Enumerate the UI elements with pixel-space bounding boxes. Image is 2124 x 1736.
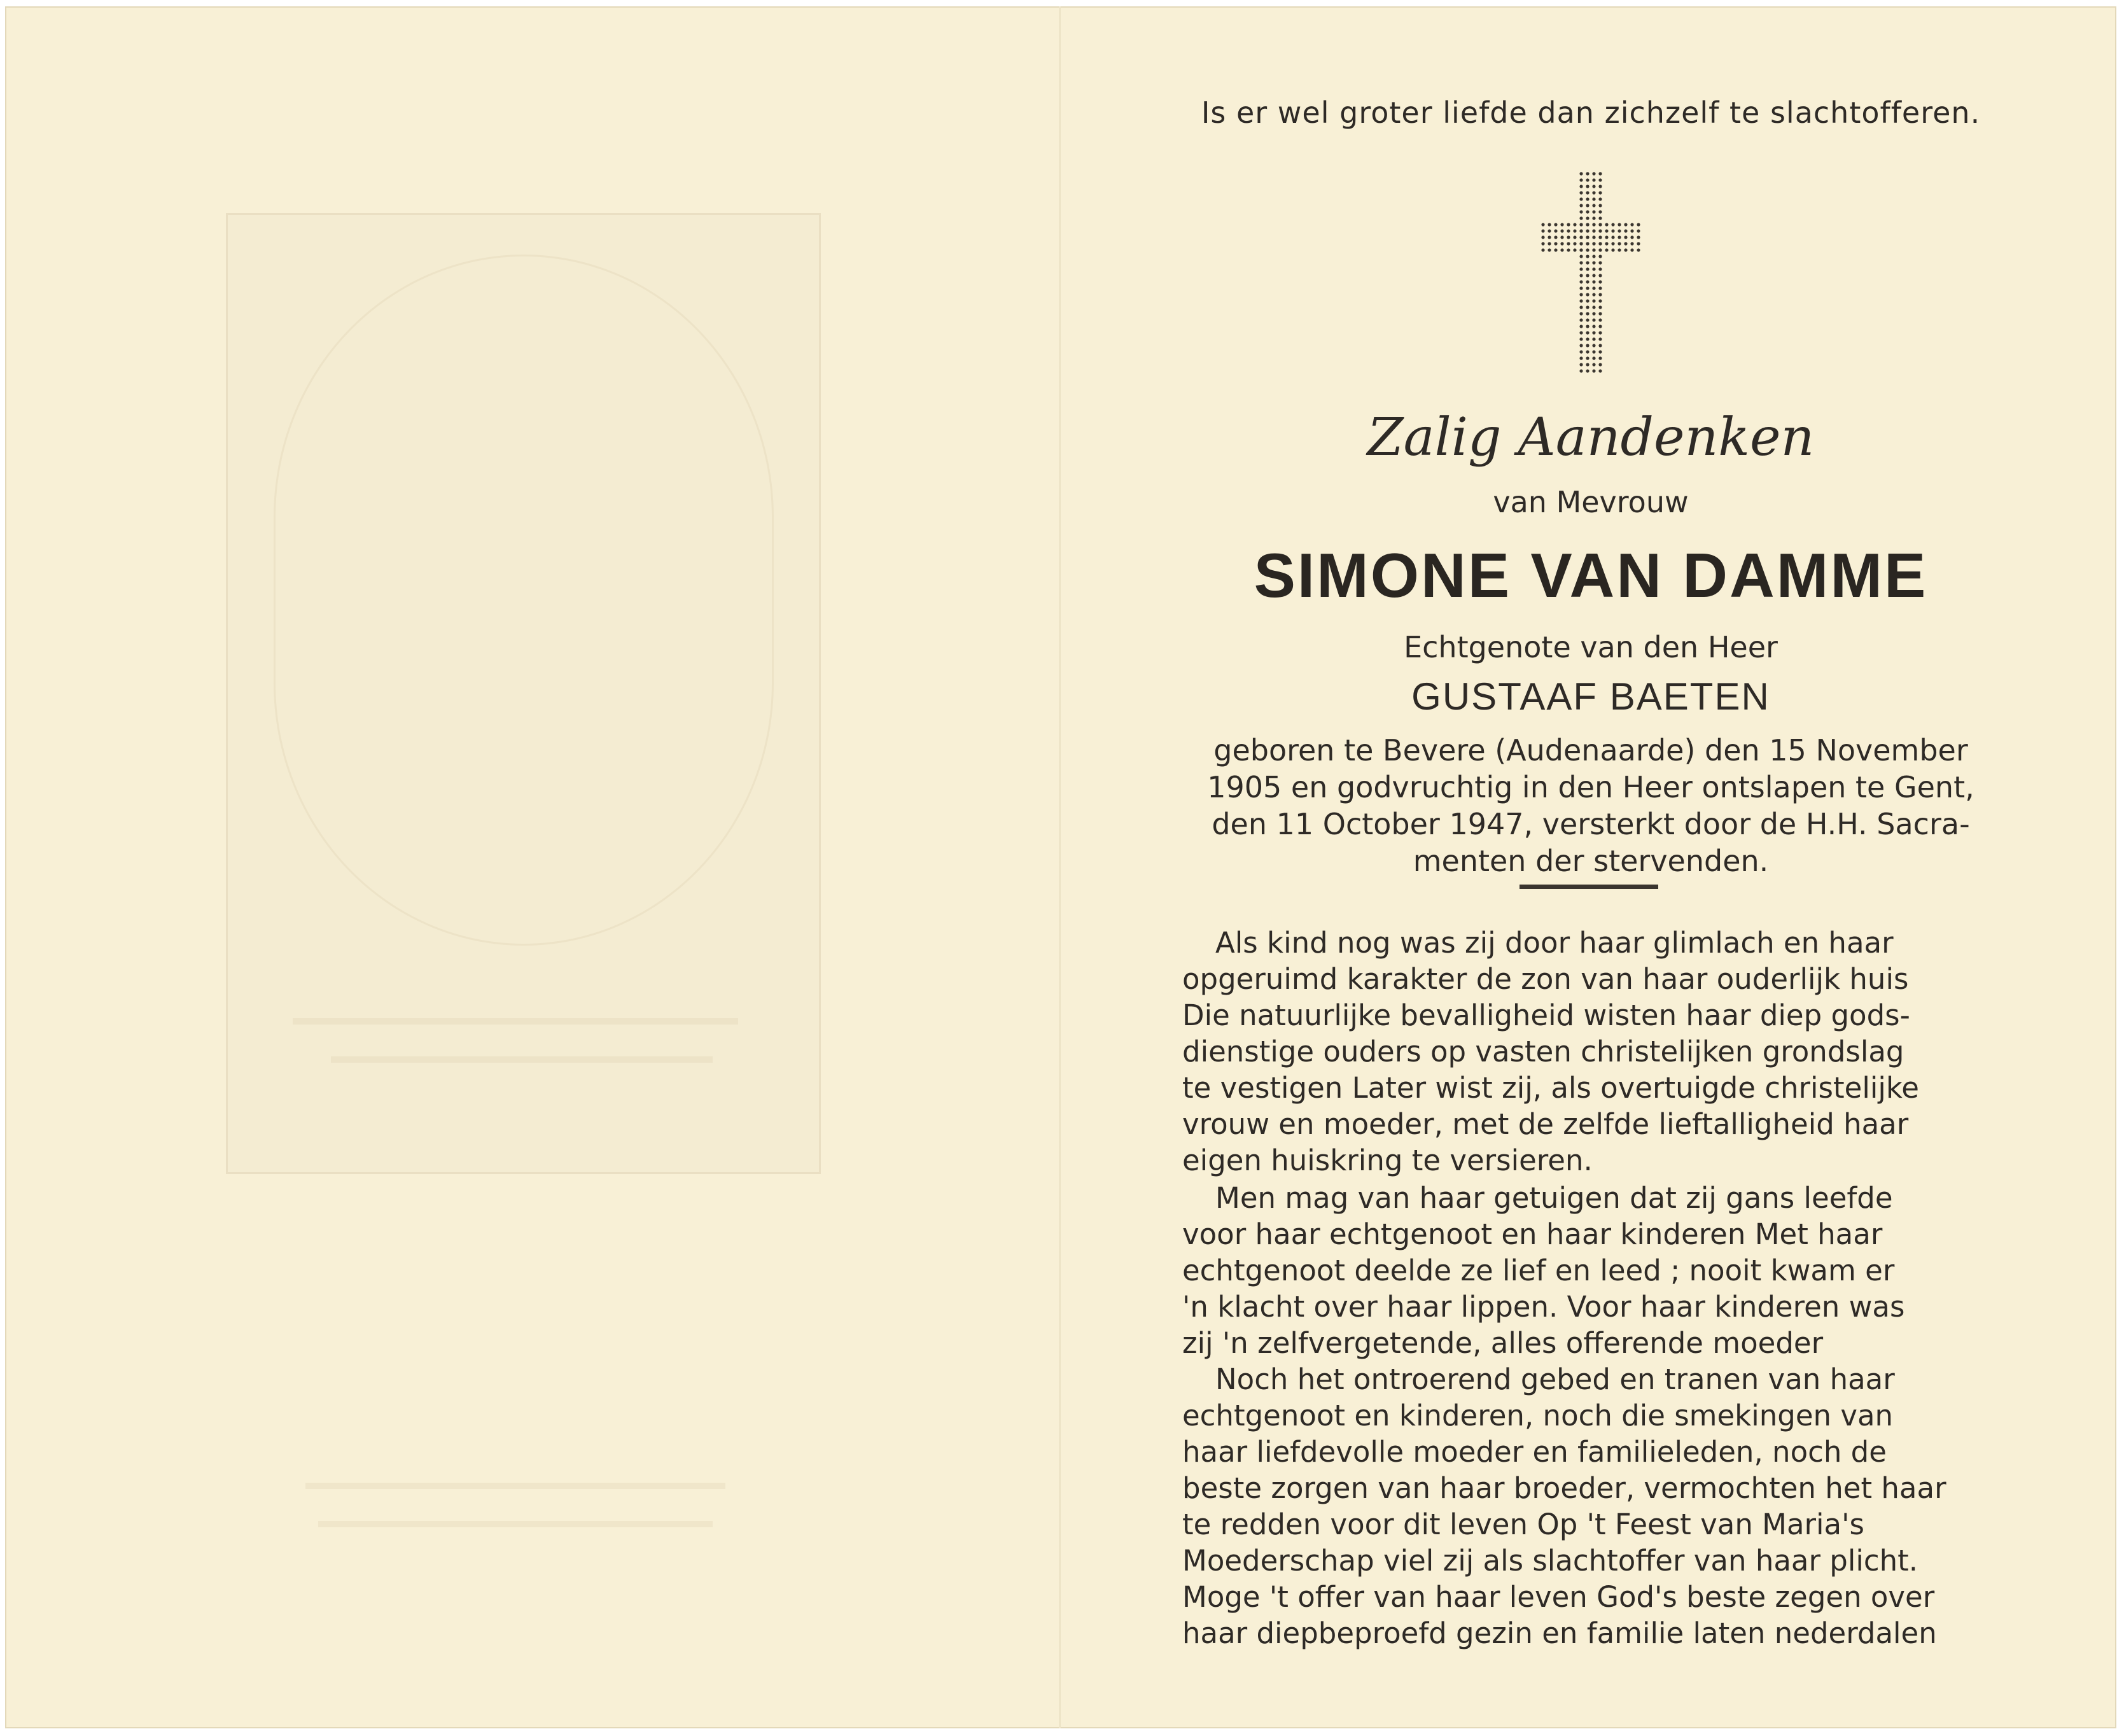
biography-line: geboren te Bevere (Audenaarde) den 15 November xyxy=(1213,733,1968,767)
heading: Zalig Aandenken xyxy=(1367,407,1815,468)
paragraph-line: vrouw en moeder, met de zelfde lieftalligheid haar xyxy=(1182,1107,1909,1141)
paragraph-line: eigen huiskring te versieren. xyxy=(1182,1144,1593,1177)
divider-rule xyxy=(1520,885,1658,889)
paragraph-line: beste zorgen van haar broeder, vermochten het haar xyxy=(1182,1471,1946,1505)
paragraph-line: te vestigen Later wist zij, als overtuigde christelijke xyxy=(1182,1071,1919,1105)
paragraph-line: echtgenoot en kinderen, noch die smekingen van xyxy=(1182,1399,1894,1432)
paragraph-line: zij 'n zelfvergetende, alles offerende moeder xyxy=(1182,1326,1824,1360)
text-show-through xyxy=(318,1521,713,1527)
paragraph-line: 'n klacht over haar lippen. Voor haar kinderen was xyxy=(1182,1290,1905,1324)
deceased-name: SIMONE VAN DAMME xyxy=(1254,540,1928,610)
dotted-cross-icon xyxy=(1540,171,1642,374)
spouse-label: Echtgenote van den Heer xyxy=(1404,630,1778,664)
biography-line: menten der stervenden. xyxy=(1413,844,1769,878)
paragraph-line: te redden voor dit leven Op 't Feest van Maria's xyxy=(1182,1508,1864,1541)
paragraph-line: Noch het ontroerend gebed en tranen van haar xyxy=(1215,1362,1895,1396)
portrait-oval-show-through xyxy=(274,255,774,946)
biography-line: 1905 en godvruchtig in den Heer ontslapen te Gent, xyxy=(1207,770,1974,804)
card-fold xyxy=(1059,6,1061,1728)
text-show-through xyxy=(305,1483,725,1489)
text-show-through xyxy=(293,1018,738,1025)
paragraph-line: dienstige ouders op vasten christelijken grondslag xyxy=(1182,1035,1904,1068)
paragraph-line: voor haar echtgenoot en haar kinderen Met haar xyxy=(1182,1217,1883,1251)
motto: Is er wel groter liefde dan zichzelf te slachtofferen. xyxy=(1201,95,1981,130)
paragraph-line: echtgenoot deelde ze lief en leed ; nooit kwam er xyxy=(1182,1254,1895,1287)
paragraph-line: Als kind nog was zij door haar glimlach en haar xyxy=(1215,926,1894,960)
paragraph-line: Moge 't offer van haar leven God's beste zegen over xyxy=(1182,1580,1935,1614)
name-show-through xyxy=(261,1285,834,1400)
paragraph-line: opgeruimd karakter de zon van haar ouderlijk huis xyxy=(1182,962,1909,996)
spouse-name: GUSTAAF BAETEN xyxy=(1411,675,1770,718)
intro-line: van Mevrouw xyxy=(1493,485,1689,519)
paragraph-line: Moederschap viel zij als slachtoffer van haar plicht. xyxy=(1182,1544,1918,1578)
text-show-through xyxy=(331,1056,713,1063)
paragraph-line: haar diepbeproefd gezin en familie laten nederdalen xyxy=(1182,1616,1937,1650)
paragraph-line: Die natuurlijke bevalligheid wisten haar diep gods- xyxy=(1182,998,1910,1032)
paragraph-line: Men mag van haar getuigen dat zij gans leefde xyxy=(1215,1181,1893,1215)
biography-line: den 11 October 1947, versterkt door de H.H. Sacra- xyxy=(1212,807,1970,841)
paragraph-line: haar liefdevolle moeder en familieleden, noch de xyxy=(1182,1435,1887,1469)
